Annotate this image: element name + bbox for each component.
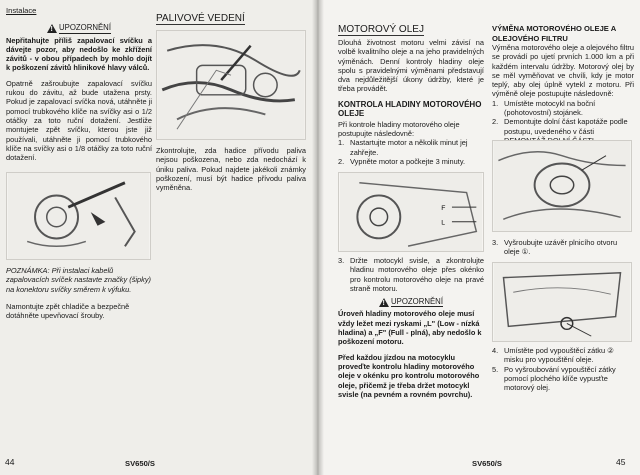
filter-steps-b-list <box>492 346 634 392</box>
filter-text: Výměna motorového oleje a olejového filtru se provádí po ujetí prvních 1.000 km a při každém intervalu údržby. Motorový olej by se měl vyměňovat ve chvíli, kdy je motor teplý, aby olej úplně vytekl z motoru. Při výměně oleje postupujte následovně: <box>492 43 634 99</box>
warning-title-right: ! UPOZORNĚNÍ <box>338 297 484 307</box>
model-footer-left: SV650/S <box>125 459 155 468</box>
filter-step-3-block <box>492 238 634 257</box>
drain-plug-illustration <box>492 262 632 342</box>
right-page <box>318 0 640 475</box>
check-steps-list <box>338 138 484 166</box>
warning-text-1: Úroveň hladiny motorového oleje musí vždy ležet mezi ryskami „L" (Low - nízká hladina) a „F" (Full - plná), aby nedošlo k poškození motoru. <box>338 309 482 347</box>
list-item: 1. Nastartujte motor a několik minut jej zahřejte. <box>338 138 468 157</box>
warning-icon <box>47 24 57 33</box>
list-item: 2. Vypněte motor a počkejte 3 minuty. <box>338 156 466 166</box>
check-step-3 <box>338 256 484 293</box>
spark-plug-illustration <box>6 172 151 260</box>
list-item: 2. Demontujte dolní část kapotáže podle postupu, uvedeného v části <box>492 117 628 136</box>
fuel-text: Zkontrolujte, zda hadice přívodu paliva nejsou poškozena, nebo zda nedochází k úniku paliva. Pokud najdete jakékoli známky poškození, musí být hadice přívodu paliva vyměněna. <box>156 146 306 193</box>
fuel-line-illustration <box>156 30 306 140</box>
fuel-heading: PALIVOVÉ VEDENÍ <box>156 13 245 24</box>
right-column-2 <box>492 24 634 155</box>
list-item: 1. Umístěte motocykl na boční (pohotovostní) stojánek. <box>492 98 596 118</box>
fuel-text-block <box>156 146 306 192</box>
svg-text:F: F <box>441 205 446 213</box>
list-item: 4. Umístěte pod vypouštěcí zátku ② misku pro vypouštění oleje. <box>492 346 614 365</box>
left-column-1 <box>6 6 152 162</box>
oil-filler-illustration <box>492 140 632 232</box>
page-number-right: 45 <box>616 457 626 467</box>
right-column-1b <box>338 256 484 399</box>
page-number-left: 44 <box>5 457 15 467</box>
right-column-2b <box>492 346 634 392</box>
warning-text-2: Před každou jízdou na motocyklu proveďte kontrolu hladiny motorového oleje v okénku pro kontrolu motorového oleje, přičemž je třeba držet motocykl svisle (na pevném a rovném povrchu). <box>338 352 480 399</box>
left-page <box>0 0 318 475</box>
note-block <box>6 266 151 320</box>
oil-text: Dlouhá životnost motoru velmi závisí na volbě kvalitního oleje a na jeho pravidelných výměnách. Denní kontroly hladiny oleje spolu s pravidelnými výměnami představují dva nejdůležitější úkony údržby, které je třeba provádět. <box>338 38 484 94</box>
list-item: 3. Držte motocykl svisle, a zkontrolujte hladinu motorového oleje přes okénko pro kontrolu motorového oleje na pravé straně motoru. <box>338 256 484 293</box>
left-column-2 <box>156 13 306 25</box>
check-heading: KONTROLA HLADINY MOTOROVÉHO OLEJE <box>338 99 482 119</box>
book-gutter <box>312 0 324 475</box>
oil-window-illustration <box>338 172 484 252</box>
check-intro: Při kontrole hladiny motorového oleje postupujte následovně: <box>338 119 460 139</box>
note-text: POZNÁMKA: Při instalaci kabelů zapalovacích svíček nastavte značky (šipky) na konektoru svíčky směrem k výfuku. <box>6 266 151 294</box>
refit-text: Namontujte zpět chladiče a bezpečně dotáhněte upevňovací šrouby. <box>6 301 130 321</box>
list-item: 3. Vyšroubujte uzávěr plnicího otvoru oleje ①. <box>492 238 618 257</box>
warning-title: ! UPOZORNĚNÍ <box>6 23 152 33</box>
warning-text: Nepřitahujte příliš zapalovací svíčku a dávejte pozor, aby nedošlo ke zkřížení závitů - v obou případech by mohlo dojít k poškození závitů hlinikové hlavy válců. <box>6 35 152 73</box>
svg-text:L: L <box>441 219 446 227</box>
install-text: Opatrně zašroubujte zapalovací svíčku rukou do závitu, až bude utažena prsty. Pokud je zapalovací svíčka nová, utáhněte ji pomocí trubkového klíče na svíčky asi o 1/2 otáčky za toto ruční dotažení. Jestliže montujete zpět svíčku, kterou jste již používali, utáhněte ji pomocí trubkového klíče na svíčky asi o 1/8 otáčky za toto ruční dotažení. <box>6 78 152 163</box>
model-footer-right: SV650/S <box>472 459 502 468</box>
list-item: 5. Po vyšroubování vypouštěcí zátky pomocí plochého klíče vypusťte motorový olej. <box>492 364 616 393</box>
oil-heading: MOTOROVÝ OLEJ <box>338 24 424 35</box>
right-column-1 <box>338 24 484 166</box>
filter-heading: VÝMĚNA MOTOROVÉHO OLEJE A OLEJOVÉHO FILTRU <box>492 24 616 43</box>
warning-icon <box>379 298 389 307</box>
section-header: Instalace <box>6 6 37 15</box>
